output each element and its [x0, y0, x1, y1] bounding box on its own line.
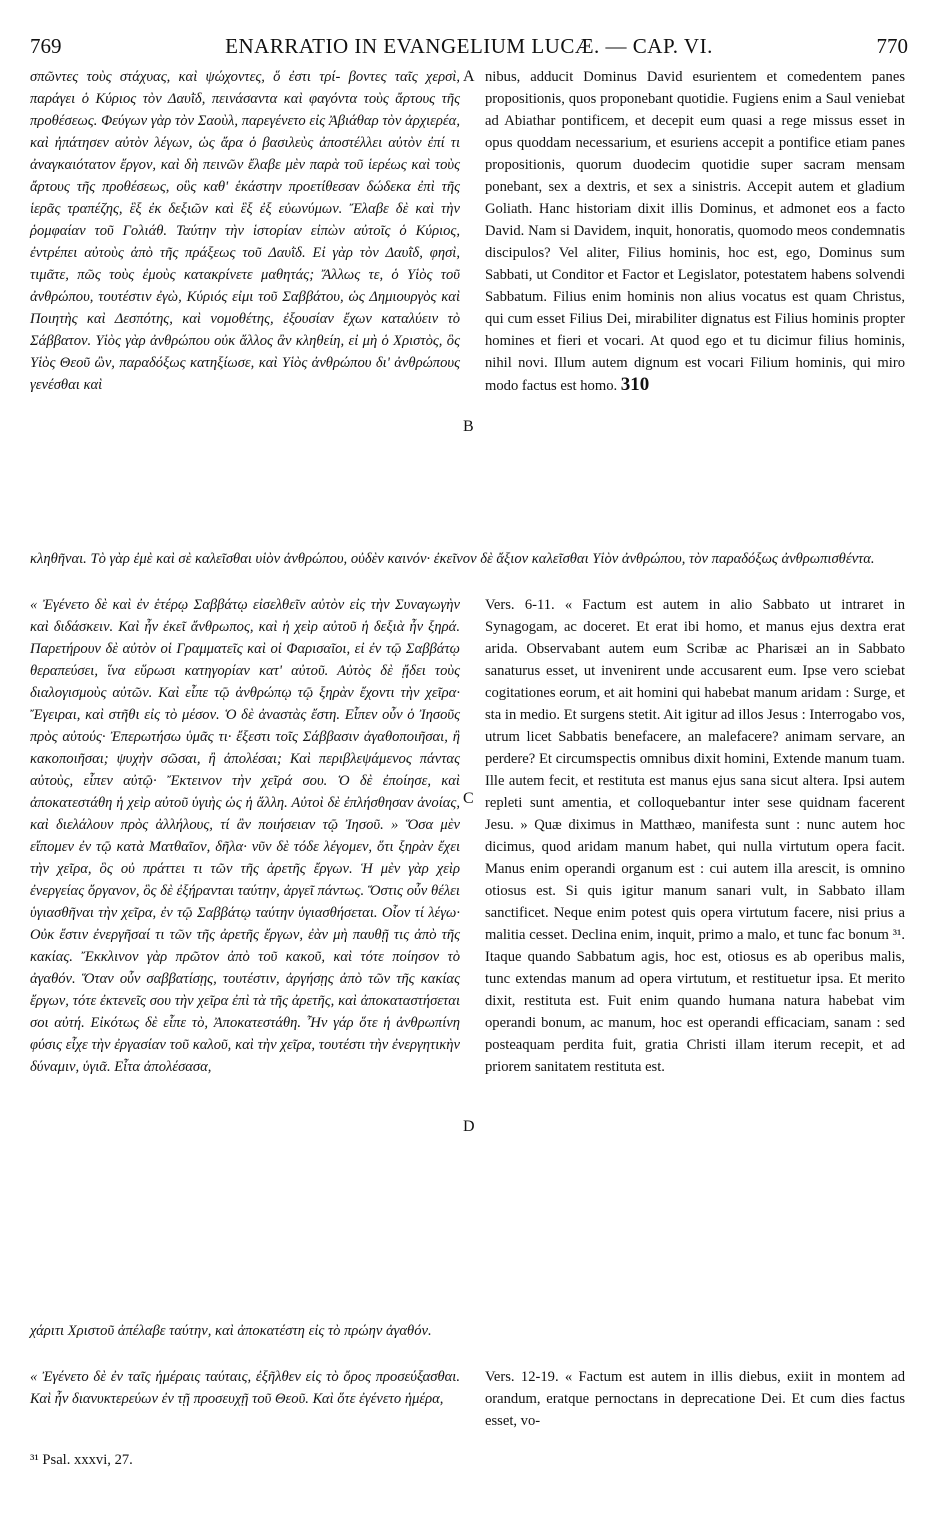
section-marker-a: A: [463, 68, 475, 85]
page-number-right: 770: [876, 34, 908, 58]
greek-full-width-line-1: κληθῆναι. Τὸ γὰρ ἐμὲ καὶ σὲ καλεῖσθαι υἱὸν ἀνθρώπου, οὐδὲν καινόν· ἐκεῖνον δὲ ἄξιον καλεῖσθαι Υἱὸν ἀνθρώπου, τὸν παραδόξως ἀνθρωπισθέντα.: [30, 551, 875, 567]
running-header: [30, 34, 908, 64]
greek-full-width-line-2: χάριτι Χριστοῦ ἀπέλαβε ταύτην, καὶ ἀποκατέστη εἰς τὸ πρώην ἀγαθόν.: [30, 1323, 432, 1339]
greek-column-block-2: « Ἐγένετο δὲ καὶ ἐν ἑτέρῳ Σαββάτῳ εἰσελθεῖν αὐτὸν εἰς τὴν Συναγωγὴν καὶ διδάσκειν. Καὶ ἦν ἐκεῖ ἄνθρωπος, καὶ ἡ χεὶρ αὐτοῦ ἡ δεξιὰ ἦν ξηρά. Παρετήρουν δὲ αὐτὸν οἱ Γραμματεῖς καὶ οἱ Φαρισαῖοι, εἰ ἐν τῷ Σαββάτῳ θεραπεύσει, ἵνα εὕρωσι κατηγορίαν κατ' αὐτοῦ. Αὐτὸς δὲ ᾔδει τοὺς διαλογισμοὺς αὐτῶν. Καὶ εἶπε τῷ ἀνθρώπῳ τῷ ξηρὰν ἔχοντι τὴν χεῖρα· Ἔγειραι, καὶ στῆθι εἰς τὸ μέσον. Ὁ δὲ ἀναστὰς ἔστη. Εἶπεν οὖν ὁ Ἰησοῦς πρὸς αὐτούς· Ἐπερωτήσω ὑμᾶς τι· ἔξεστι τοῖς Σάββασιν ἀγαθοποιῆσαι, ἢ κακοποιῆσαι; ψυχὴν σῶσαι, ἢ ἀπολέσαι; Καὶ περιβλεψάμενος πάντας αὐτοὺς, εἶπεν αὐτῷ· Ἔκτεινον τὴν χεῖρά σου. Ὁ δὲ ἐποίησε, καὶ ἀποκατεστάθη ἡ χεὶρ αὐτοῦ ὑγιὴς ὡς ἡ ἄλλη. Αὐτοὶ δὲ ἐπλήσθησαν ἀνοίας, καὶ διελάλουν πρὸς ἀλλήλους, τί ἂν ποιήσειαν τῷ Ἰησοῦ. » Ὅσα μὲν εἴπομεν ἐν τῷ κατὰ Ματθαῖον, δῆλα· νῦν δὲ τόδε λέγομεν, ὅτι ξηρὰν ἔχει τὴν χεῖρα, ὃς οὐ πράττει τι τῶν τῆς ἀρετῆς ἔργων. Ἡ μὲν γὰρ χεὶρ ἐνεργείας ὄργανον, ὃς δὲ ἐξήρανται ταύτην, ἀργεῖ πάντως. Ὅστις οὖν θέλει ὑγιασθῆναι τὴν χεῖρα, ἐν τῷ Σαββάτῳ ταύτην ὑγιασθήσεται. Οἷον τί λέγω· Οὐκ ἔστιν ἐνεργῆσαί τι τῶν τῆς ἀρετῆς ἔργων, ἐὰν μὴ παυθῇ τις ἀπὸ τῆς κακίας. Ἔκκλινον γὰρ πρῶτον ἀπὸ τοῦ κακοῦ, καὶ τότε ποίησον τὸ ἀγαθόν. Ὅταν οὖν σαββατίσῃς, τουτέστιν, ἀργήσῃς ἀπὸ τῶν τῆς κακίας ἔργων, τότε ἐκτενεῖς σου τὴν χεῖρα ἐπὶ τὰ τῆς ἀρετῆς, καὶ ἀποκαταστήσεται σοι αὐτή. Εἰκότως δὲ εἶπε τὸ, Ἀποκατεστάθη. Ἦν γάρ ὅτε ἡ ἀνθρωπίνη φύσις εἶχε τὴν ἐργασίαν τοῦ καλοῦ, καὶ τὴν χεῖρα, τουτέστι τὴν ἐνεργητικὴν δύναμιν, ὑγιᾶ. Εἶτα ἀπολέσασα,: [30, 597, 460, 1075]
column-number: 310: [620, 374, 650, 395]
footnote: ³¹ Psal. xxxvi, 27.: [30, 1452, 133, 1468]
page-number-left: 769: [30, 34, 62, 58]
running-title: ENARRATIO IN EVANGELIUM LUCÆ. — CAP. VI.: [225, 34, 713, 58]
latin-column-block-1: [485, 66, 905, 546]
section-marker-b: B: [463, 418, 474, 435]
greek-column-block-1: σπῶντες τοὺς στάχυας, καὶ ψώχοντες, ὅ ἐστι τρί- βοντες ταῖς χερσὶ, παράγει ὁ Κύριος τὸν Δαυῒδ, πεινάσαντα καὶ φαγόντα τοὺς ἄρτους τῆς προθέσεως. Φεύγων γὰρ τὸν Σαοὺλ, παρεγένετο εἰς Ἀβιάθαρ τὸν ἀρχιερέα, καὶ ἠπάτησεν αὐτὸν λέγων, ὡς ἄρα ὁ βασιλεὺς ἀποστέλλει αὐτὸν ἐπί τι ἀναγκαιότατον ἔργον, καὶ δὴ πεινῶν ἔλαβε μὲν παρὰ τοῦ ἱερέως καὶ τοὺς ἄρτους τῆς προθέσεως, οὓς καθ' ἑκάστην προετίθεσαν δώδεκα ἐπὶ τῆς ἱερᾶς τραπέζης, ἓξ ἐκ δεξιῶν καὶ ἓξ ἐξ εὐωνύμων. Ἔλαβε δὲ καὶ τὴν ῥομφαίαν τοῦ Γολιάθ. Ταύτην τὴν ἱστορίαν εἰπὼν αὐτοῖς ὁ Κύριος, ἐντρέπει αὐτοὺς ἀπὸ τῆς πράξεως τοῦ Δαυῒδ. Εἰ γὰρ τὸν Δαυῒδ, φησὶ, τιμᾶτε, πῶς τοὺς ἐμοὺς κατακρίνετε μαθητάς; Ἄλλως τε, ὁ Υἱὸς τοῦ ἀνθρώπου, τουτέστιν ἐγὼ, Κύριός εἰμι τοῦ Σαββάτου, ὡς Δημιουργὸς καὶ Ποιητὴς καὶ Δεσπότης, καὶ νομοθέτης, ἐξουσίαν ἔχων καταλύειν τὸ Σάββατον. Υἱὸς γὰρ ἀνθρώπου οὐκ ἄλλος ἂν κληθείη, εἰ μὴ ὁ Χριστὸς, ὃς Υἱὸς Θεοῦ ὢν, παραδόξως κατηξίωσε, καὶ Υἱὸς ἀνθρώπου δι' ἀνθρώπους γενέσθαι καὶ: [30, 69, 460, 393]
latin-column-block-2: Vers. 6-11. « Factum est autem in alio Sabbato ut intraret in Synagogam, ac doceret. Et erat ibi homo, et manus ejus dextra erat arida. Observabant autem eum Scribæ ac Pharisæi an in Sabbato sanaturus esset, ut invenirent unde accusarent eum. Ipse vero sciebat cogitationes eorum, et ait homini qui habebat manum aridam : Surge, et sta in medio. Et surgens stetit. Ait igitur ad illos Jesus : Interrogabo vos, utrum licet Sabbatis benefacere, an malefacere? animam servare, an perdere? Et circumspectis omnibus dixit homini, Extende manum tuam. Ille autem fecit, et restituta est manus ejus sana sicut altera. Ipsi autem repleti sunt amentia, et colloquebantur inter sese quidnam facerent Jesu. » Quæ diximus in Matthæo, manifesta sunt : nunc autem hoc dicimus, quod aridam manum habet, qui nulla virtutum opera facit. Manus enim operandi organum est : cui autem illa arescit, is omnino otiosus est. Si quis igitur manum sanari vult, in Sabbato illam sanctificet. Neque enim potest quis opera virtutum facere, nisi prius a malitia cesset. Declina enim, inquit, primo a malo, et tunc fac bonum ³¹. Itaque quando Sabbatum agis, hoc est, otiosus es ab operibus malis, tunc extendas manum ad opera virtutum, et restituetur ipsa. Et merito dixit, restituta est. Fuit enim quando humana natura habebat vim operandi bonum, ac manum, hoc est operandi efficaciam, sanam : sed posteaquam perdita fuit, gratia Christi illam iterum recepit, et ad priorem sanitatem restituta est.: [485, 597, 905, 1075]
section-marker-c: C: [463, 790, 474, 807]
section-marker-d: D: [463, 1118, 475, 1135]
latin-paragraph-1: nibus, adducit Dominus David esurientem et comedentem panes propositionis, quos proponebant quotidie. Fugiens enim a Saul veniebat ad Abiathar pontificem, et decepit eum quasi a rege missus esset in opus quoddam necessarium, et esuriens accepit a pontifice etiam panes propositionis, quorum duodecim quotidie super sacram mensam ponebant, sex a dextris, et sex a sinistris. Accepit autem et gladium Goliath. Hanc historiam dixit illis Dominus, et admonet eos a facto David. Nam si Davidem, inquit, honoratis, quomodo meos condemnatis discipulos? Vel aliter, Filius hominis, hoc est, ego, Dominus sum Sabbati, ut Conditor et Factor et Legislator, potestatem habens solvendi Sabbatum. Filius enim hominis non alius vocatus est quam Christus, qui cum esset Filius Dei, mirabiliter dignatus est Filius hominis propter homines et fieri et vocari. At quod ego et tu dicimur filius hominis, nihil novi. Illum autem dignum est vocari Filium hominis, qui miro modo factus est homo.: [485, 69, 905, 394]
greek-column-block-3: « Ἐγένετο δὲ ἐν ταῖς ἡμέραις ταύταις, ἐξῆλθεν εἰς τὸ ὄρος προσεύξασθαι. Καὶ ἦν διανυκτερεύων ἐν τῇ προσευχῇ τοῦ Θεοῦ. Καὶ ὅτε ἐγένετο ἡμέρα,: [30, 1369, 460, 1407]
latin-column-block-3: Vers. 12-19. « Factum est autem in illis diebus, exiit in montem ad orandum, eratque pernoctans in deprecatione Dei. Et cum dies factus esset, vo-: [485, 1369, 905, 1429]
